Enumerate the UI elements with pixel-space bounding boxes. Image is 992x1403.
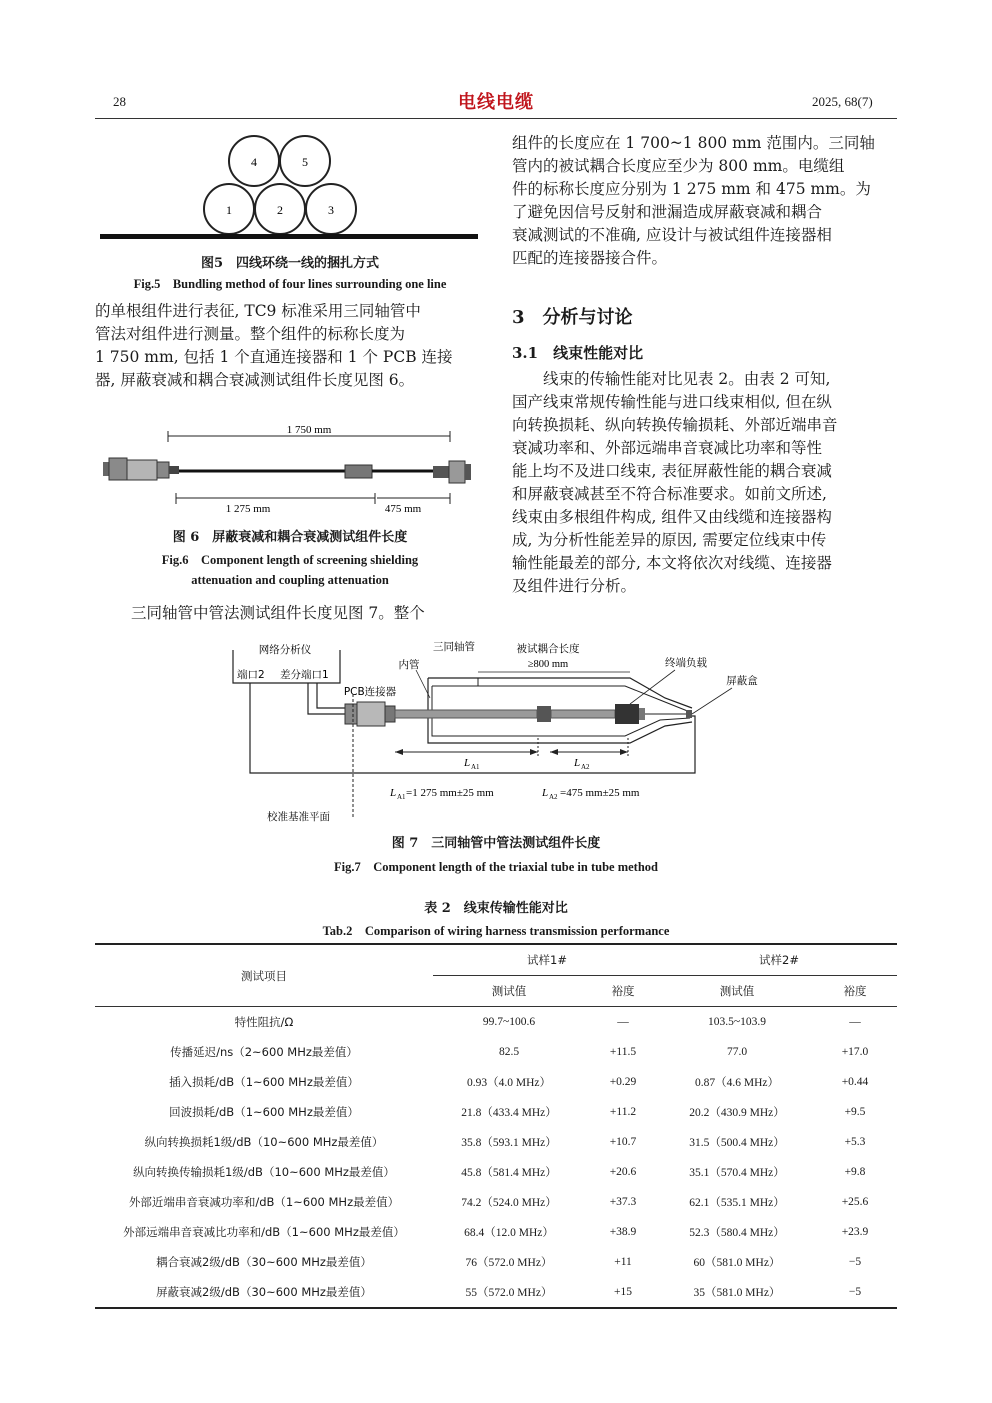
- row-item: 特性阻抗/Ω: [234, 1015, 294, 1029]
- fig7-caption-en: Fig.7 Component length of the triaxial tube in tube method: [334, 860, 658, 874]
- table-row: [95, 1127, 897, 1157]
- row-margin-1: +15: [585, 1277, 661, 1308]
- circle-label-4: 4: [251, 155, 257, 169]
- diff-port1-label: 差分端口1: [280, 669, 329, 681]
- text-line: 向转换损耗、纵向转换传输损耗、外部近端串音: [512, 416, 838, 434]
- row-value-2: 35（581.0 MHz）: [661, 1277, 813, 1308]
- coupling-min-label: ≥800 mm: [527, 659, 569, 670]
- row-value-1: 35.8（593.1 MHz）: [461, 1137, 557, 1149]
- row-margin-2: +25.6: [841, 1196, 869, 1208]
- text-line: 的单根组件进行表征, TC9 标准采用三同轴管中: [95, 302, 421, 320]
- text-line: 组件的长度应在 1 700~1 800 mm 范围内。三同轴: [512, 134, 875, 152]
- row-value-1: 68.4（12.0 MHz）: [464, 1227, 554, 1239]
- row-margin-2: +17.0: [841, 1046, 869, 1058]
- row-margin-1: +20.6: [609, 1166, 637, 1178]
- table-row: [95, 1247, 897, 1277]
- dim-seg1: 1 275 mm: [225, 503, 271, 515]
- journal-logo: 电线电缆: [458, 92, 534, 113]
- row-margin-2: +9.5: [844, 1106, 866, 1118]
- text-line: 能上均不及进口线束, 表征屏蔽性能的耦合衰减: [512, 462, 832, 480]
- la1-value: =1 275 mm±25 mm: [406, 787, 494, 799]
- table-row: [95, 1067, 897, 1097]
- header-measured-2: 测试值: [661, 976, 813, 1007]
- row-margin-2: +0.44: [841, 1076, 869, 1088]
- figure-5: [95, 128, 485, 248]
- left-paragraph-2: 三同轴管中管法测试组件长度见图 7。整个: [131, 604, 425, 622]
- text-line: 线束的传输性能对比见表 2。由表 2 可知,: [543, 370, 831, 388]
- row-margin-1: +37.3: [609, 1196, 637, 1208]
- text-line: 管法对组件进行测量。整个组件的标称长度为: [95, 325, 406, 343]
- row-margin-1: —: [617, 1016, 629, 1028]
- table2-caption-en: Tab.2 Comparison of wiring harness transmission performance: [322, 924, 670, 938]
- coupling-length-label: 被试耦合长度: [516, 643, 580, 655]
- la1-sub: A1: [471, 763, 480, 771]
- fig5-caption-en: Fig.5 Bundling method of four lines surrounding one line: [133, 277, 447, 291]
- row-item: 传播延迟/ns（2~600 MHz最差值）: [170, 1045, 358, 1059]
- text-line: 衰减功率和、外部远端串音衰减比功率和等性: [512, 439, 823, 457]
- text-line: 衰减测试的不准确, 应设计与被试组件连接器相: [512, 226, 832, 244]
- row-item: 耦合衰减2级/dB（30~600 MHz最差值）: [156, 1255, 372, 1269]
- text-line: 管内的被试耦合长度应至少为 800 mm。电缆组: [512, 157, 845, 175]
- la1-value-sub: A1: [397, 793, 406, 801]
- section-3-title: 3 分析与讨论: [512, 307, 633, 328]
- row-item: 插入损耗/dB（1~600 MHz最差值）: [169, 1075, 359, 1089]
- la2-value-sub: A2: [549, 793, 558, 801]
- row-value-2: 52.3（580.4 MHz）: [689, 1227, 785, 1239]
- table2-caption-cn: 表 2 线束传输性能对比: [424, 901, 568, 916]
- row-value-2: 31.5（500.4 MHz）: [689, 1137, 785, 1149]
- text-line: 1 750 mm, 包括 1 个直通连接器和 1 个 PCB 连接: [95, 348, 453, 366]
- row-margin-1: +10.7: [609, 1136, 637, 1148]
- row-margin-1: +38.9: [609, 1226, 637, 1238]
- row-item: 纵向转换损耗1级/dB（10~600 MHz最差值）: [144, 1135, 384, 1149]
- row-margin-1: +11.5: [609, 1046, 637, 1058]
- text-line: 器, 屏蔽衰减和耦合衰减测试组件长度见图 6。: [95, 371, 415, 389]
- row-value-2: 60（581.0 MHz）: [693, 1257, 781, 1269]
- header-margin-2: 裕度: [813, 976, 897, 1007]
- row-value-2: 20.2（430.9 MHz）: [689, 1107, 785, 1119]
- dim-seg2: 475 mm: [384, 503, 422, 515]
- termination-label: 终端负载: [665, 657, 707, 669]
- row-value-1: 0.93（4.0 MHz）: [466, 1077, 551, 1089]
- header-sample-1: 试样1#: [433, 944, 661, 976]
- inner-tube-label: 内管: [398, 659, 420, 671]
- page-number: 28: [113, 94, 126, 109]
- network-analyzer-label: 网络分析仪: [258, 644, 312, 656]
- figure-6: [95, 418, 485, 518]
- text-line: 及组件进行分析。: [512, 577, 637, 595]
- circle-label-1: 1: [226, 203, 232, 217]
- reference-plane-label: 校准基准平面: [267, 811, 330, 823]
- row-item: 纵向转换传输损耗1级/dB（10~600 MHz最差值）: [133, 1165, 395, 1179]
- row-value-1: 82.5: [498, 1046, 520, 1058]
- section-3-1-title: 3.1 线束性能对比: [512, 344, 644, 362]
- row-margin-2: +23.9: [841, 1226, 869, 1238]
- row-value-2: 0.87（4.6 MHz）: [694, 1077, 779, 1089]
- circle-label-2: 2: [277, 203, 283, 217]
- row-value-1: 74.2（524.0 MHz）: [461, 1197, 557, 1209]
- row-value-2: 35.1（570.4 MHz）: [689, 1167, 785, 1179]
- table-row: [95, 1007, 897, 1038]
- circle-label-5: 5: [302, 155, 308, 169]
- dim-total: 1 750 mm: [286, 424, 332, 436]
- row-margin-1: +11.2: [609, 1106, 637, 1118]
- row-item: 屏蔽衰减2级/dB（30~600 MHz最差值）: [95, 1277, 433, 1308]
- text-line: 成, 为分析性能差异的原因, 需要定位线束中传: [512, 531, 827, 549]
- row-margin-1: +0.29: [609, 1076, 637, 1088]
- issue-info: 2025, 68(7): [812, 94, 873, 109]
- header-rule: [95, 118, 897, 119]
- pcb-connector-label: PCB连接器: [343, 686, 397, 698]
- table-2: [95, 943, 897, 1309]
- text-line: 线束由多根组件构成, 组件又由线缆和连接器构: [512, 508, 832, 526]
- row-value-1: 45.8（581.4 MHz）: [461, 1167, 557, 1179]
- header-margin-1: 裕度: [585, 976, 661, 1007]
- table-row: [95, 1037, 897, 1067]
- row-value-2: 77.0: [726, 1046, 748, 1058]
- row-value-1: 55（572.0 MHz）: [433, 1277, 585, 1308]
- row-margin-1: +11: [614, 1256, 632, 1268]
- row-value-1: 21.8（433.4 MHz）: [461, 1107, 557, 1119]
- fig6-caption-en-2: attenuation and coupling attenuation: [191, 573, 389, 587]
- row-value-1: 76（572.0 MHz）: [465, 1257, 553, 1269]
- left-paragraph-1: [95, 300, 481, 392]
- row-margin-2: −5: [813, 1277, 897, 1308]
- la1-value-symbol: L: [390, 787, 397, 799]
- table-row: [95, 1277, 897, 1308]
- fig5-caption-cn: 图5 四线环绕一线的捆扎方式: [200, 256, 380, 271]
- right-paragraph-2: [512, 368, 898, 598]
- text-line: 国产线束常规传输性能与进口线束相似, 但在纵: [512, 393, 832, 411]
- shield-box-label: 屏蔽盒: [726, 675, 758, 687]
- row-margin-2: —: [849, 1016, 861, 1028]
- text-line: 输性能最差的部分, 本文将依次对线缆、连接器: [512, 554, 832, 572]
- la2-symbol: L: [574, 757, 581, 769]
- figure-7: [220, 638, 780, 828]
- row-value-2: 103.5~103.9: [708, 1016, 766, 1028]
- row-value-1: 99.7~100.6: [482, 1016, 536, 1028]
- fig7-caption-cn: 图 7 三同轴管中管法测试组件长度: [391, 836, 601, 851]
- la2-value: =475 mm±25 mm: [560, 787, 640, 799]
- table-row: [95, 1217, 897, 1247]
- table-row: [95, 1187, 897, 1217]
- text-line: 匹配的连接器接合件。: [512, 249, 668, 267]
- text-line: 件的标称长度应分别为 1 275 mm 和 475 mm。为: [512, 180, 871, 198]
- text-line: 了避免因信号反射和泄漏造成屏蔽衰减和耦合: [512, 203, 823, 221]
- circle-label-3: 3: [328, 203, 334, 217]
- row-item: 外部远端串音衰减比功率和/dB（1~600 MHz最差值）: [123, 1225, 405, 1239]
- text-line: 和屏蔽衰减甚至不符合标准要求。如前文所述,: [512, 485, 827, 503]
- table-row: [95, 1157, 897, 1187]
- fig6-caption-cn: 图 6 屏蔽衰减和耦合衰减测试组件长度: [172, 530, 408, 545]
- row-item: 外部近端串音衰减功率和/dB（1~600 MHz最差值）: [128, 1195, 400, 1209]
- port2-label: 端口2: [237, 669, 265, 681]
- header-measured-1: 测试值: [433, 976, 585, 1007]
- triaxial-tube-label: 三同轴管: [433, 641, 475, 653]
- la1-symbol: L: [464, 757, 471, 769]
- right-paragraph-1: [512, 132, 898, 270]
- row-margin-2: −5: [848, 1256, 862, 1268]
- fig6-caption-en-1: Fig.6 Component length of screening shielding: [161, 553, 419, 567]
- header-sample-2: 试样2#: [661, 944, 897, 976]
- row-margin-2: +9.8: [844, 1166, 866, 1178]
- table-row: [95, 1097, 897, 1127]
- header-test-item: 测试项目: [95, 944, 433, 1007]
- la2-sub: A2: [581, 763, 590, 771]
- row-margin-2: +5.3: [844, 1136, 866, 1148]
- row-item: 回波损耗/dB（1~600 MHz最差值）: [169, 1105, 359, 1119]
- row-value-2: 62.1（535.1 MHz）: [689, 1197, 785, 1209]
- la2-value-symbol: L: [542, 787, 549, 799]
